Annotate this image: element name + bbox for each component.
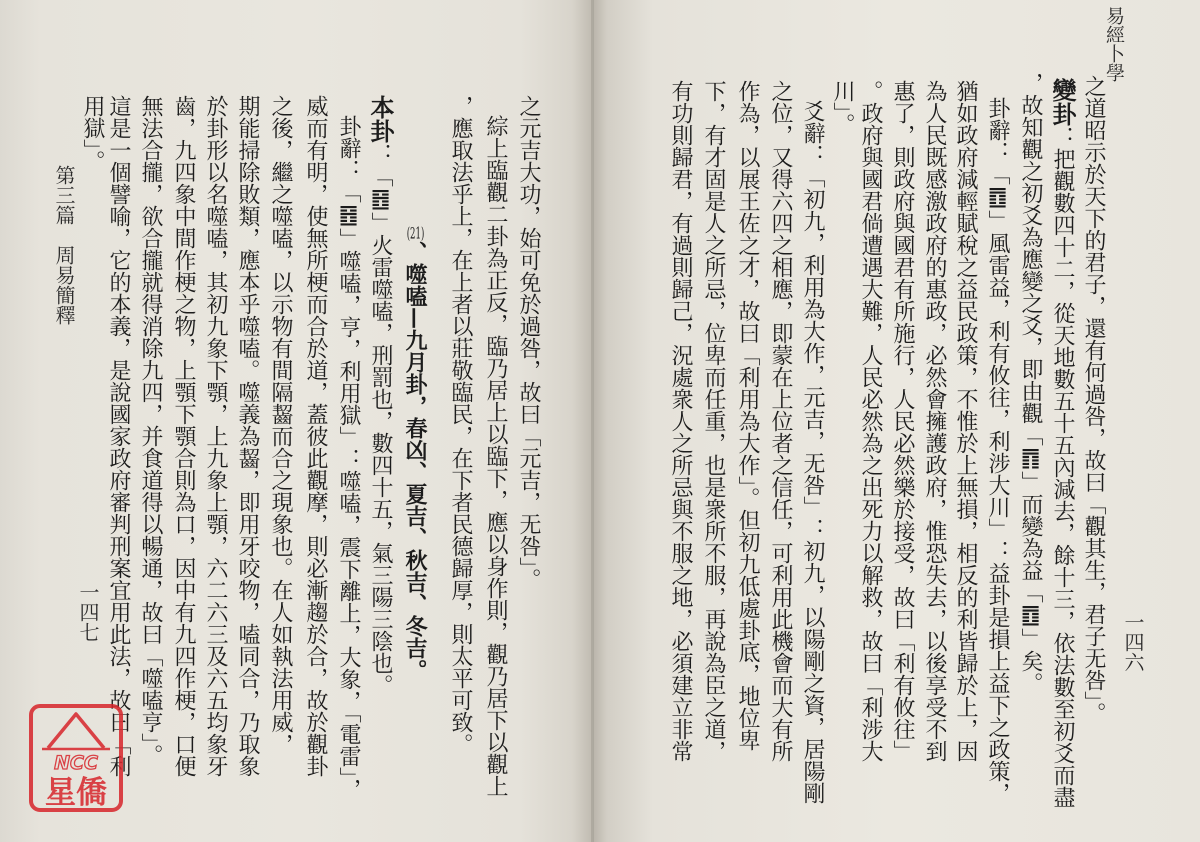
column-text: ：把觀數四十二，從天地數五十五內減去，餘十三，依法數至初爻而盡 (1050, 126, 1075, 808)
text-column: 為人民既感激政府的惠政，必然會擁護政府，惟恐失去，以後享受不到 (922, 80, 947, 762)
section-label: 本卦 (366, 95, 395, 143)
text-column: 綜上臨觀二卦為正反，臨乃居上以臨下，應以身作則，觀乃居下以觀上 (483, 115, 508, 797)
text-column: 卦辭：「䷔」噬嗑，亨，利用獄」：噬嗑，震下離上，大象，「電雷」， (336, 115, 361, 800)
text-column: ，應取法乎上，在上者以莊敬臨民，在下者民德歸厚，則太平可致。 (448, 95, 473, 755)
text-column: 用獄」。 (80, 95, 105, 172)
text-column: 之位，又得六四之相應，即蒙在上位者之信任，可利用此機會而大有所 (768, 80, 793, 762)
text-column: 下，有才固是人之所忌，位卑而任重，也是衆所不服，再說為臣之道， (701, 80, 726, 762)
text-column: 有功則歸君，有過則歸己，況處衆人之所忌與不服之地，必須建立非常 (668, 80, 693, 762)
text-column: 爻辭：「初九，利用為大作，元吉，无咎」：初九，以陽剛之資，居陽剛 (800, 100, 825, 804)
text-column: 齒，九四象中間作梗之物，上顎下顎合則為口，因中有九四作梗，口便 (171, 95, 196, 777)
section-label: 變卦 (1048, 78, 1077, 126)
text-column: 威而有明，使無所梗而合於道，蓋彼此觀摩，則必漸趨於合，故於觀卦 (303, 95, 328, 777)
watermark-stamp (28, 703, 124, 815)
text-column: 惠了，則政府與國君有所施行，人民必然樂於接受，故曰「利有攸往」 (890, 80, 915, 762)
running-head: 易經卜學 (1103, 6, 1125, 82)
text-column: 。政府與國君倘遭遇大難，人民必然為之出死力以解救，故曰「利涉大 (858, 80, 883, 762)
section-number: (21) (406, 225, 425, 241)
text-column: 猶如政府減輕賦稅之益民政策，不惟於上無損，相反的利皆歸於上，因 (953, 80, 978, 762)
page-number: 一四七 (76, 582, 100, 642)
text-column: 於卦形以名噬嗑，其初九象下顎，上九象上顎，六二六三及六五均象牙 (203, 95, 228, 777)
text-column: 這是一個譬喻，它的本義，是說國家政府審判刑案宜用此法，故曰「利 (106, 95, 131, 777)
triangle-icon (48, 714, 104, 748)
text-column (1047, 78, 1077, 808)
column-text: ：「䷔」火雷噬嗑，刑罰也，數四十五，氣三陽三陰也。 (368, 143, 393, 696)
section-heading (400, 225, 430, 681)
running-foot: 第三篇 周易簡釋 (52, 165, 76, 325)
text-column: 之道昭示於天下的君子，還有何過咎，故曰「觀其生，君子无咎」。 (1081, 75, 1106, 724)
text-column: 之元吉大功，始可免於過咎，故曰「元吉，无咎」。 (516, 95, 541, 590)
text-column: 期能掃除敗類，應本乎噬嗑。噬義為齧，即用牙咬物，嗑同合，乃取象 (235, 95, 260, 777)
page-number: 一四六 (1121, 612, 1145, 672)
text-column: 卦辭：「䷩」風雷益，利有攸往，利涉大川」：益卦是損上益下之政策， (985, 97, 1010, 804)
stamp-name-text: 星僑 (45, 775, 107, 811)
text-column: 無法合攏，欲合攏就得消除九四，并食道得以暢通，故曰「噬嗑亨」。 (138, 95, 163, 766)
stamp-logo-text: NCC (54, 752, 98, 774)
text-column (365, 95, 395, 696)
book-spine (591, 0, 594, 842)
text-column: 作為，以展王佐之才，故曰「利用為大作」。但初九低處卦底，地位卑 (735, 80, 760, 751)
text-column: 之後，繼之噬嗑，以示物有間隔齧而合之現象也。在人如執法用威， (268, 95, 293, 755)
section-heading-text: 、噬嗑—九月卦，春凶、夏吉、秋吉、冬吉。 (402, 241, 428, 681)
text-column: 川」。 (830, 80, 855, 135)
text-column: ，故知觀之初爻為應變之爻，即由觀「䷓」而變為益「䷩」矣。 (1018, 72, 1043, 694)
